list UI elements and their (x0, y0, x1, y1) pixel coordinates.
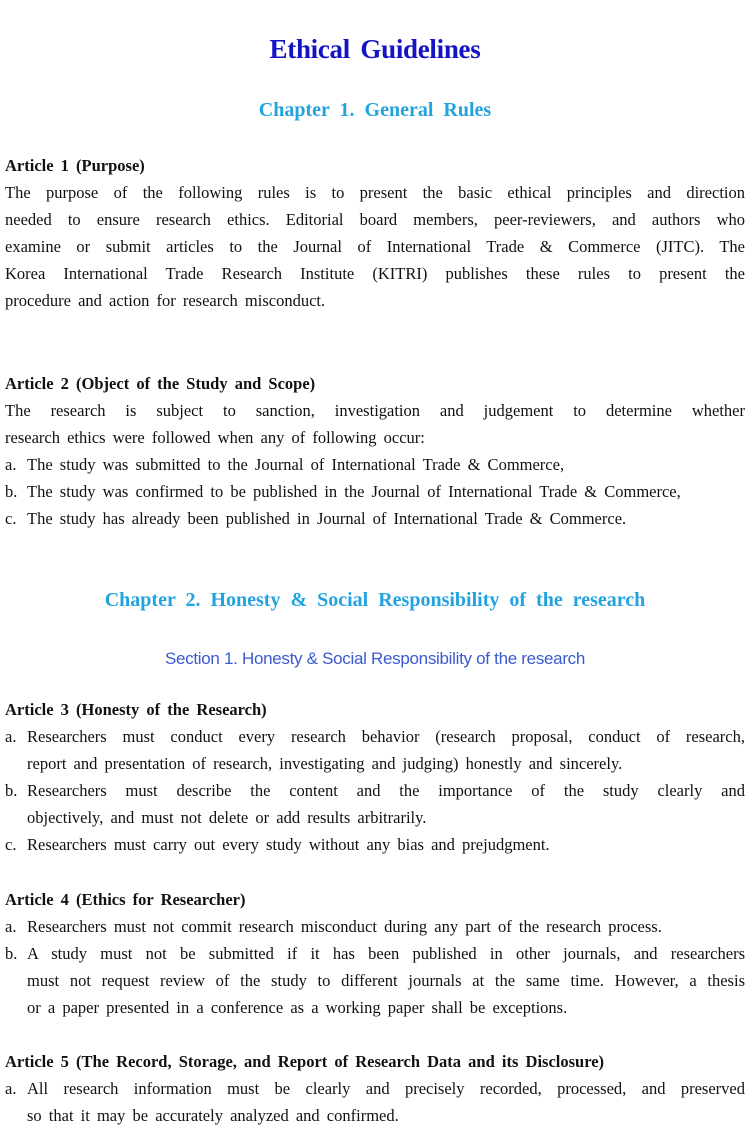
text-line: or a paper presented in a conference as a working paper shall be exceptions. (27, 998, 568, 1017)
text-line: The study has already been published in Journal of International Trade & Commerce. (27, 509, 627, 528)
article-2 (5, 370, 745, 532)
list-marker: b. (5, 482, 18, 501)
article-4-list (5, 913, 745, 1021)
article-5-heading: Article 5 (The Record, Storage, and Report of Research Data and its Disclosure) (5, 1052, 605, 1071)
list-marker: b. (5, 781, 18, 800)
list-item (5, 1075, 745, 1129)
text-line: All research information must be clearly and precisely recorded, processed, and preserved (27, 1079, 745, 1098)
article-3-list (5, 723, 745, 858)
text-line: report and presentation of research, investigating and judging) honestly and sincerely. (27, 754, 623, 773)
text-line: Researchers must describe the content and the importance of the study clearly and (27, 781, 745, 800)
list-marker: a. (5, 917, 17, 936)
list-item (5, 831, 745, 858)
list-item (5, 940, 745, 1021)
article-3-heading: Article 3 (Honesty of the Research) (5, 700, 267, 719)
text-line: examine or submit articles to the Journal of International Trade & Commerce (JITC). The (5, 237, 745, 256)
list-marker: c. (5, 509, 17, 528)
article-4-heading: Article 4 (Ethics for Researcher) (5, 890, 246, 909)
text-line: Researchers must carry out every study without any bias and prejudgment. (27, 835, 550, 854)
list-item (5, 451, 745, 478)
section-1-title: Section 1. Honesty & Social Responsibility of the research (164, 649, 586, 668)
text-line: The research is subject to sanction, investigation and judgement to determine whether (5, 401, 745, 420)
text-line: Researchers must not commit research misconduct during any part of the research process. (27, 917, 662, 936)
text-line: must not request review of the study to different journals at the same time. However, a thesis (27, 971, 745, 990)
text-line: so that it may be accurately analyzed and confirmed. (27, 1106, 399, 1125)
text-line: procedure and action for research misconduct. (5, 291, 326, 310)
list-item (5, 723, 745, 777)
article-4 (5, 886, 745, 1021)
list-item (5, 913, 745, 940)
article-1-body (5, 179, 745, 314)
text-line: Researchers must conduct every research behavior (research proposal, conduct of research, (27, 727, 745, 746)
text-line: The purpose of the following rules is to present the basic ethical principles and direction (5, 183, 745, 202)
chapter-1-title: Chapter 1. General Rules (258, 99, 492, 121)
list-item (5, 505, 745, 532)
list-item (5, 777, 745, 831)
article-5 (5, 1048, 745, 1129)
list-marker: b. (5, 944, 18, 963)
article-1 (5, 152, 745, 314)
article-3 (5, 696, 745, 858)
document-title: Ethical Guidelines (269, 34, 481, 64)
list-marker: a. (5, 455, 17, 474)
text-line: objectively, and must not delete or add results arbitrarily. (27, 808, 427, 827)
text-line: research ethics were followed when any of following occur: (5, 428, 425, 447)
text-line: Korea International Trade Research Institute (KITRI) publishes these rules to present the (5, 264, 745, 283)
text-line: The study was confirmed to be published in the Journal of International Trade & Commerce, (27, 482, 681, 501)
list-marker: a. (5, 1079, 17, 1098)
article-1-heading: Article 1 (Purpose) (5, 156, 145, 175)
list-marker: c. (5, 835, 17, 854)
article-2-list (5, 451, 745, 532)
text-line: needed to ensure research ethics. Editorial board members, peer-reviewers, and authors who (5, 210, 745, 229)
text-line: The study was submitted to the Journal of International Trade & Commerce, (27, 455, 565, 474)
article-2-heading: Article 2 (Object of the Study and Scope) (5, 374, 316, 393)
chapter-2-title: Chapter 2. Honesty & Social Responsibility of the research (104, 589, 646, 611)
article-5-list (5, 1075, 745, 1129)
list-item (5, 478, 745, 505)
list-marker: a. (5, 727, 17, 746)
text-line: A study must not be submitted if it has been published in other journals, and researchers (27, 944, 745, 963)
article-2-body (5, 397, 745, 451)
